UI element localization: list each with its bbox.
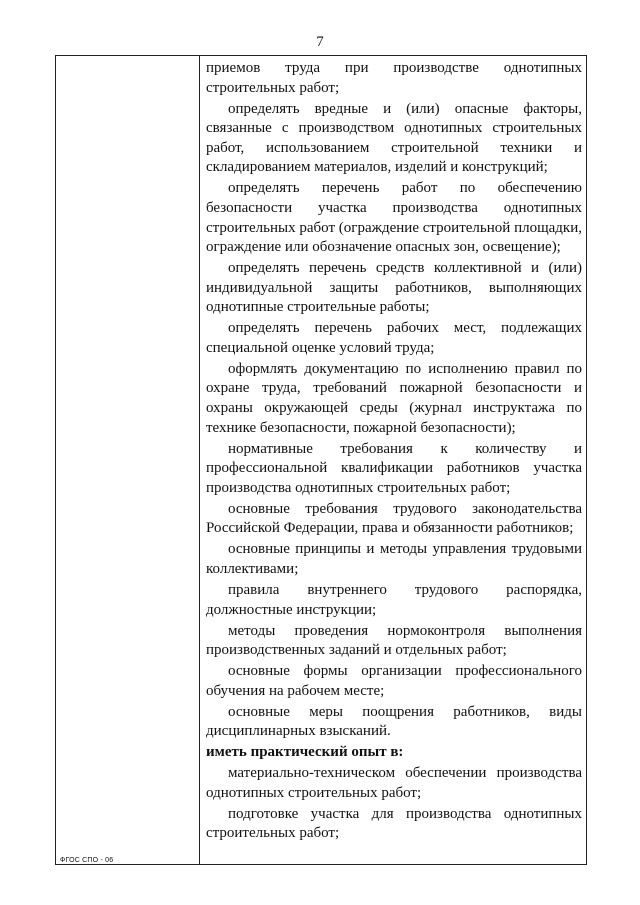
knowledge-paragraph: правила внутреннего трудового распорядка, должностные инструкции; [206, 581, 582, 618]
knowledge-paragraph: нормативные требования к количеству и профессиональной квалификации работников участка производства однотипных строительных работ; [206, 440, 582, 496]
experience-item: материально-техническом обеспечении производства однотипных строительных работ; [206, 765, 582, 801]
skill-paragraph: определять перечень работ по обеспечению безопасности участка производства однотипных строительных работ (ограждение строительной площадки, ограждение или обозначение опасных зон, освещение); [206, 180, 582, 256]
skill-paragraph: определять перечень рабочих мест, подлежащих специальной оценке условий труда; [206, 320, 582, 356]
knowledge-paragraph: основные принципы и методы управления трудовыми коллективами; [206, 541, 582, 577]
requirements-cell [206, 59, 582, 845]
page-number: 7 [316, 34, 324, 50]
column-divider [199, 56, 200, 864]
knowledge-paragraph: основные меры поощрения работников, виды дисциплинарных взысканий. [206, 703, 582, 740]
paragraph-continuation: приемов труда при производстве однотипных строительных работ; [206, 60, 582, 96]
content-table [55, 55, 587, 865]
experience-heading: иметь практический опыт в: [206, 744, 404, 761]
skill-paragraph: определять перечень средств коллективной и (или) индивидуальной защиты работников, выполняющих однотипные строительные работы; [206, 260, 582, 316]
experience-item: подготовке участка для производства однотипных строительных работ; [206, 805, 582, 842]
footer-document-code: ФГОС СПО - 06 [60, 857, 114, 864]
knowledge-paragraph: основные требования трудового законодательства Российской Федерации, права и обязанности работников; [206, 500, 582, 537]
skill-paragraph: оформлять документацию по исполнению правил по охране труда, требований пожарной безопасности и охраны окружающей среды (журнал инструктажа по технике безопасности, пожарной безопасности); [206, 360, 582, 436]
knowledge-paragraph: методы проведения нормоконтроля выполнения производственных заданий и отдельных работ; [206, 622, 582, 659]
skill-paragraph: определять вредные и (или) опасные факторы, связанные с производством однотипных строительных работ, использованием строительной техники и складированием материалов, изделий и конструкций; [206, 100, 582, 176]
knowledge-paragraph: основные формы организации профессионального обучения на рабочем месте; [206, 663, 582, 699]
